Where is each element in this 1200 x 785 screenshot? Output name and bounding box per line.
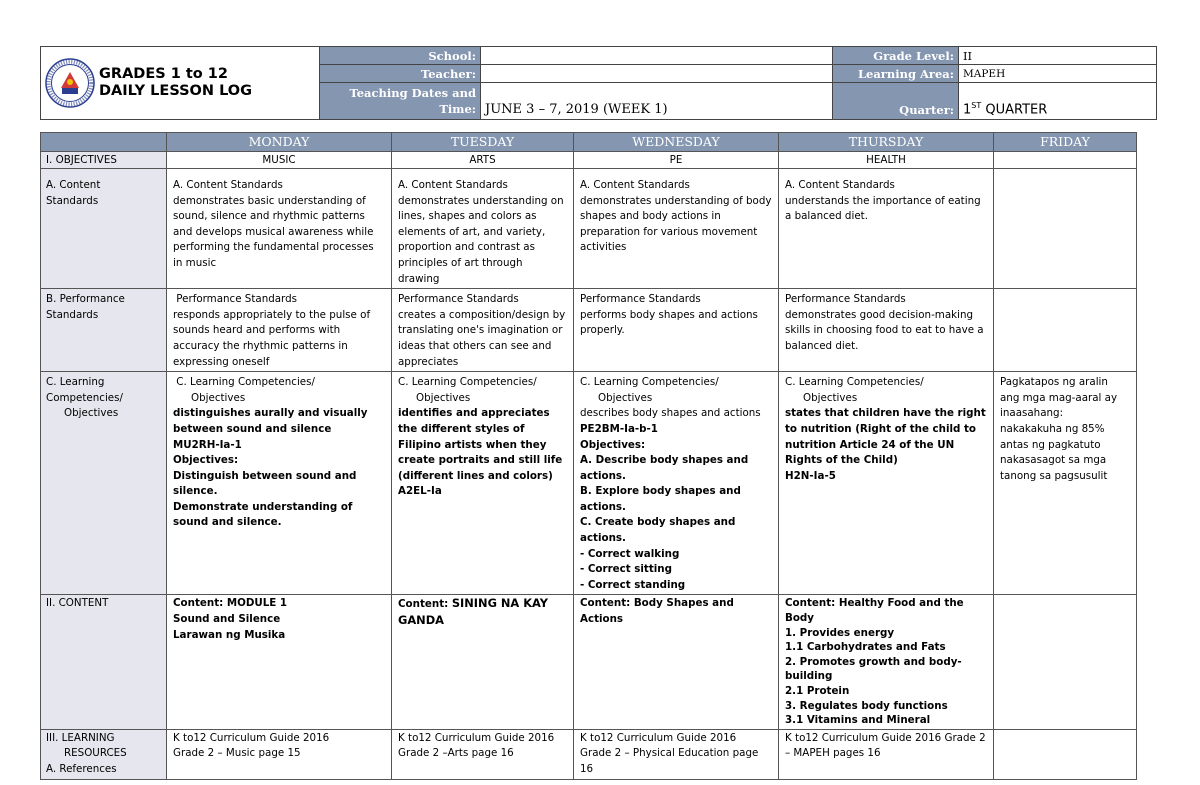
objective-subitem: - Correct sitting <box>580 563 672 576</box>
performance-standards-heading: Performance Standards <box>785 293 906 306</box>
teaching-dates-field[interactable]: JUNE 3 – 7, 2019 (WEEK 1) <box>481 83 833 120</box>
content-standards-text: understands the importance of eating a balanced diet. <box>785 194 981 223</box>
day-monday: MONDAY <box>167 133 392 152</box>
resources-monday <box>167 729 392 779</box>
content-standards-monday <box>167 169 392 289</box>
quarter-suffix: ST <box>971 100 982 110</box>
friday-objective-intro: Pagkatapos ng aralin ang mga mag-aaral ay inaasahang: <box>1000 376 1118 420</box>
competencies-tuesday <box>392 372 574 595</box>
subject-pe: PE <box>574 152 779 169</box>
competencies-monday <box>167 372 392 595</box>
resources-row <box>41 729 1137 779</box>
performance-standards-text: creates a composition/design by translating one's imagination or ideas that others can see and appreciates <box>398 308 566 368</box>
competencies-heading: C. Learning Competencies/ <box>580 376 719 389</box>
content-monday <box>167 595 392 729</box>
learning-area-label: Learning Area: <box>833 65 959 83</box>
learning-area-field[interactable]: MAPEH <box>959 65 1157 83</box>
competency-text: states that children have the right to nutrition (Right of the child to nutrition Article 24 of the UN Rights of the Child) <box>785 407 986 467</box>
performance-standards-row <box>41 289 1137 372</box>
content-standards-text: demonstrates understanding on lines, shapes and colors as elements of art, and variety, proportion and contrast as principles of art through drawing <box>398 194 564 285</box>
friday-objective-text: nakakakuha ng 85% antas ng pagkatuto nakasasagot sa mga tanong sa pagsusulit <box>1000 422 1108 482</box>
lesson-log-header <box>40 46 1157 120</box>
objectives-heading: Objectives: <box>580 438 646 451</box>
competencies-label-line2: Competencies/ <box>46 391 123 404</box>
competencies-row <box>41 372 1137 595</box>
resources-label-line3: A. References <box>46 762 117 775</box>
content-item: 3. Regulates body functions <box>785 699 948 712</box>
competencies-friday <box>994 372 1137 595</box>
objectives-row <box>41 152 1137 169</box>
content-label: II. CONTENT <box>41 595 167 729</box>
day-friday: FRIDAY <box>994 133 1137 152</box>
competency-text: distinguishes aurally and visually between sound and silence <box>173 407 368 435</box>
content-standards-tuesday <box>392 169 574 289</box>
competencies-wednesday <box>574 372 779 595</box>
content-standards-row <box>41 169 1137 289</box>
objective-item: Demonstrate understanding of sound and silence. <box>173 500 353 529</box>
resources-label <box>41 729 167 779</box>
competencies-heading: C. Learning Competencies/ <box>398 376 537 389</box>
content-subtopic: Larawan ng Musika <box>173 628 286 641</box>
competencies-label-line1: C. Learning <box>46 376 105 389</box>
teaching-dates-label-line2: Time: <box>439 102 476 116</box>
teacher-label: Teacher: <box>320 65 481 83</box>
content-prefix: Content: <box>398 598 452 611</box>
performance-standards-label-line1: B. Performance <box>46 293 125 306</box>
competencies-heading-objectives: Objectives <box>416 391 471 404</box>
content-module: Content: MODULE 1 <box>173 597 288 610</box>
performance-standards-text: responds appropriately to the pulse of sounds heard and performs with accuracy the rhythmic patterns in expressing oneself <box>173 308 371 368</box>
content-item: 1.1 Carbohydrates and Fats <box>785 641 946 654</box>
performance-standards-text: demonstrates good decision-making skills in choosing food to eat to have a balanced diet. <box>785 308 984 352</box>
teaching-dates-label-line1: Teaching Dates and <box>349 86 476 100</box>
content-standards-wednesday <box>574 169 779 289</box>
content-item: 1. Provides energy <box>785 626 895 639</box>
content-item: 3.1 Vitamins and Mineral <box>785 714 931 727</box>
content-standards-heading: A. Content Standards <box>173 179 283 191</box>
reference-item: K to12 Curriculum Guide 2016 <box>173 731 330 744</box>
lesson-log-table <box>40 132 1137 780</box>
competency-code: MU2RH-Ia-1 <box>173 438 242 451</box>
teacher-field[interactable] <box>481 65 833 83</box>
competency-code: A2EL-Ia <box>398 485 442 498</box>
performance-standards-wednesday <box>574 289 779 372</box>
performance-standards-label <box>41 289 167 372</box>
subject-arts: ARTS <box>392 152 574 169</box>
performance-standards-text: performs body shapes and actions properly. <box>580 308 758 337</box>
day-header-row <box>41 133 1137 152</box>
objective-subitem: - Correct standing <box>580 578 686 591</box>
competencies-label <box>41 372 167 595</box>
quarter-text: QUARTER <box>981 102 1048 117</box>
objective-item: C. Create body shapes and actions. <box>580 516 736 545</box>
reference-item: Grade 2 – Music page 15 <box>173 747 301 760</box>
objective-item: Distinguish between sound and silence. <box>173 469 357 498</box>
day-tuesday: TUESDAY <box>392 133 574 152</box>
school-label: School: <box>320 47 481 65</box>
content-standards-heading: A. Content Standards <box>580 179 690 191</box>
header-title-cell <box>41 47 320 120</box>
reference-item: K to12 Curriculum Guide 2016 <box>580 731 737 744</box>
content-item: 2.1 Protein <box>785 685 850 697</box>
quarter-number: 1 <box>963 102 972 117</box>
content-topic: Content: Healthy Food and the Body <box>785 597 964 625</box>
resources-label-line1: III. LEARNING <box>46 731 115 744</box>
resources-tuesday <box>392 729 574 779</box>
performance-standards-heading: Performance Standards <box>176 293 298 306</box>
competencies-heading-objectives: Objectives <box>191 391 246 404</box>
performance-standards-tuesday <box>392 289 574 372</box>
content-topic: Content: Body Shapes and Actions <box>580 597 734 626</box>
subject-health: HEALTH <box>779 152 994 169</box>
teaching-dates-label <box>320 83 481 120</box>
performance-standards-label-line2: Standards <box>46 308 99 321</box>
objective-subitem: - Correct walking <box>580 547 680 560</box>
reference-item: K to12 Curriculum Guide 2016 <box>398 731 555 744</box>
objectives-label: I. OBJECTIVES <box>41 152 167 169</box>
competencies-heading: C. Learning Competencies/ <box>176 376 315 389</box>
resources-thursday <box>779 729 994 779</box>
content-thursday <box>779 595 994 729</box>
content-standards-label-line2: Standards <box>46 194 99 207</box>
content-item: 2. Promotes growth and body-building <box>785 655 962 683</box>
content-tuesday <box>392 595 574 729</box>
objectives-heading: Objectives: <box>173 454 239 467</box>
day-wednesday: WEDNESDAY <box>574 133 779 152</box>
competencies-thursday <box>779 372 994 595</box>
content-standards-thursday <box>779 169 994 289</box>
competencies-heading: C. Learning Competencies/ <box>785 376 924 389</box>
performance-standards-heading: Performance Standards <box>580 293 701 306</box>
content-topic: SINING NA KAY GANDA <box>398 596 549 628</box>
competency-code: H2N-Ia-5 <box>785 469 836 482</box>
grade-level-label: Grade Level: <box>833 47 959 65</box>
content-topic: Sound and Silence <box>173 613 281 626</box>
reference-item: Grade 2 – Physical Education page 16 <box>580 747 759 775</box>
content-standards-heading: A. Content Standards <box>785 179 895 191</box>
subject-friday <box>994 152 1137 169</box>
objective-item: B. Explore body shapes and actions. <box>580 485 741 513</box>
quarter-field[interactable] <box>959 83 1157 120</box>
competency-text: identifies and appreciates the different styles of Filipino artists when they create portraits and still life (different lines and colors) <box>398 407 563 482</box>
competencies-label-line3: Objectives <box>64 407 119 420</box>
header-title-line2: DAILY LESSON LOG <box>99 83 253 99</box>
competency-text: describes body shapes and actions <box>580 407 761 420</box>
quarter-label: Quarter: <box>833 83 959 120</box>
day-header-blank <box>41 133 167 152</box>
performance-standards-friday <box>994 289 1137 372</box>
deped-seal-icon <box>45 58 95 108</box>
competency-code: PE2BM-Ia-b-1 <box>580 422 658 435</box>
reference-item: K to12 Curriculum Guide 2016 Grade 2 – MAPEH pages 16 <box>785 731 986 760</box>
competencies-heading-objectives: Objectives <box>598 391 653 404</box>
content-row <box>41 595 1137 729</box>
day-thursday: THURSDAY <box>779 133 994 152</box>
header-title-line1: GRADES 1 to 12 <box>99 66 228 82</box>
content-standards-friday <box>994 169 1137 289</box>
content-standards-heading: A. Content Standards <box>398 179 508 191</box>
objective-item: A. Describe body shapes and actions. <box>580 454 749 482</box>
content-standards-text: demonstrates basic understanding of sound, silence and rhythmic patterns and develops musical awareness while performing the fundamental processes in music <box>173 194 374 269</box>
content-standards-label <box>41 169 167 289</box>
performance-standards-monday <box>167 289 392 372</box>
competencies-heading-objectives: Objectives <box>803 391 858 404</box>
school-field[interactable] <box>481 47 833 65</box>
reference-item: Grade 2 –Arts page 16 <box>398 747 514 760</box>
resources-wednesday <box>574 729 779 779</box>
content-friday <box>994 595 1137 729</box>
subject-music: MUSIC <box>167 152 392 169</box>
content-wednesday <box>574 595 779 729</box>
resources-label-line2: RESOURCES <box>64 747 127 760</box>
performance-standards-thursday <box>779 289 994 372</box>
performance-standards-heading: Performance Standards <box>398 293 519 306</box>
content-standards-label-line1: A. Content <box>46 179 101 191</box>
grade-level-field[interactable]: II <box>959 47 1157 65</box>
resources-friday <box>994 729 1137 779</box>
content-standards-text: demonstrates understanding of body shapes and body actions in preparation for various movement activities <box>580 194 772 254</box>
